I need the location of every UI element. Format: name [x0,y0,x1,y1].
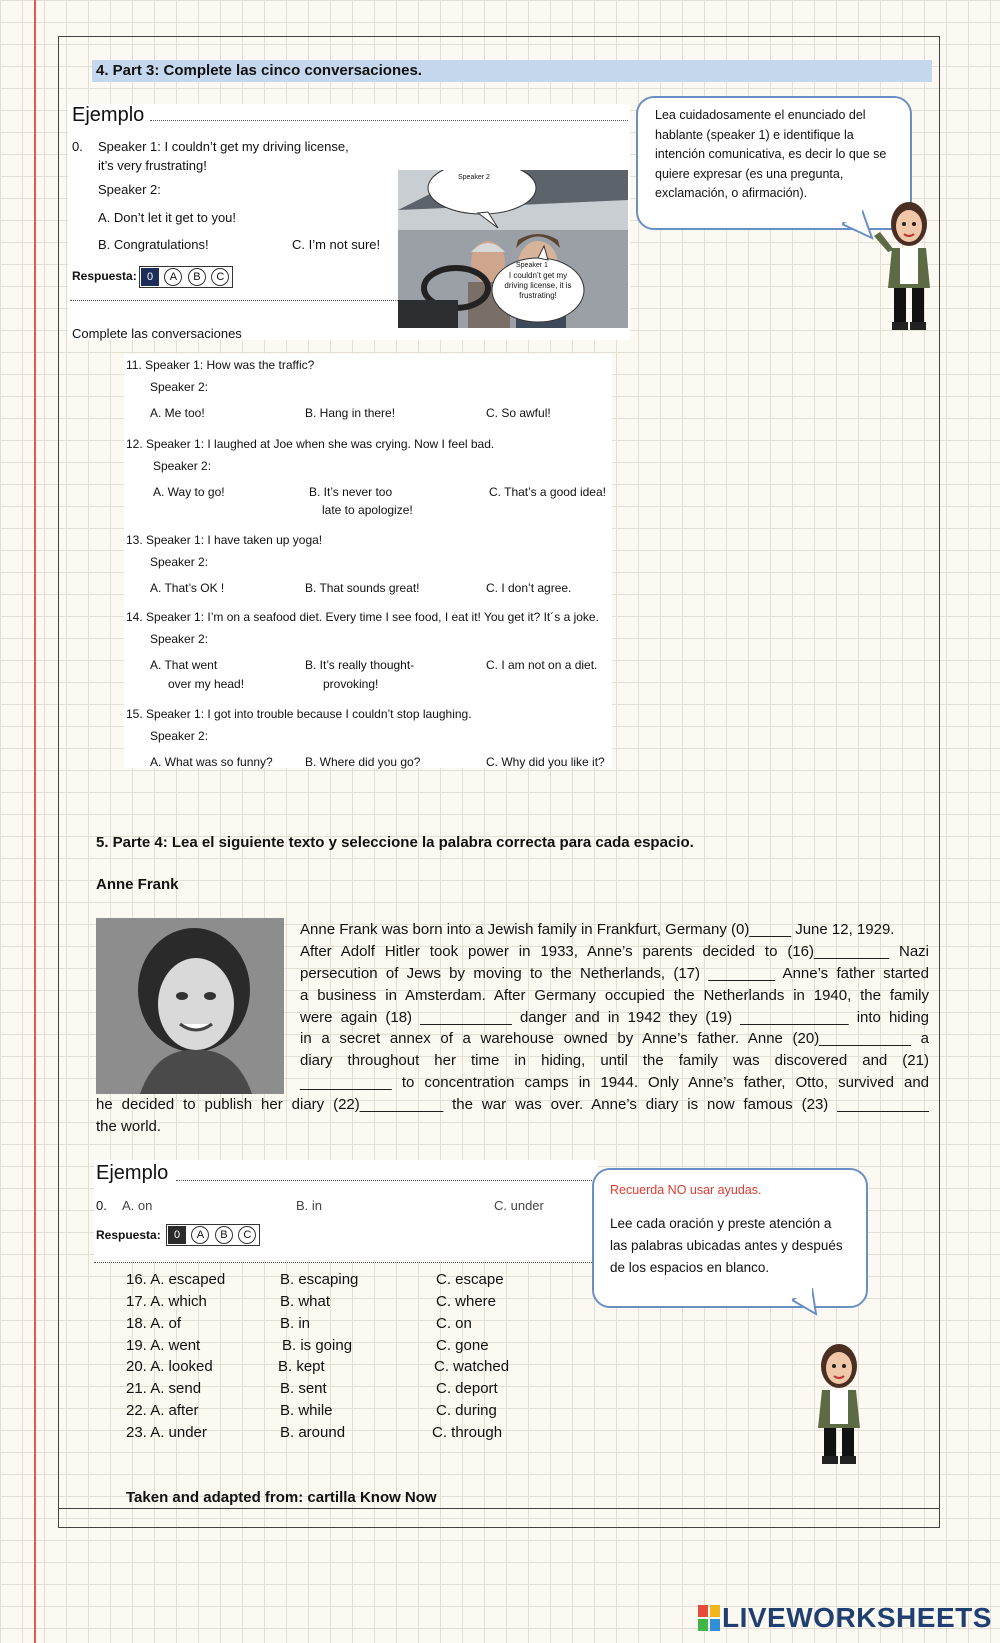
part4-example-b: B. in [296,1198,323,1213]
option-16-a: 16. A. escaped [126,1271,226,1288]
q14-option-a-line1: A. That went [150,658,218,672]
option-18-b: B. in [280,1315,311,1332]
example-speaker2: Speaker 2: [98,182,161,197]
option-19-a: 19. A. went [126,1337,201,1354]
anne-text-line-6: in a secret annex of a warehouse owned by Anne’s father. Anne (20)___________ a [300,1030,929,1047]
option-23-c: C. through [432,1424,503,1441]
anne-text-line-1: Anne Frank was born into a Jewish family in Frankfurt, Germany (0)_____ June 12, 1929. [300,921,895,938]
q12-prompt: 12. Speaker 1: I laughed at Joe when she was crying. Now I feel bad. [126,437,495,451]
q11-prompt: 11. Speaker 1: How was the traffic? [126,358,315,372]
example-answer-box [139,266,233,288]
circle-c: C [211,268,229,286]
option-16-b: B. escaping [280,1271,359,1288]
q14-option-a-line2: over my head! [168,677,245,691]
circle-a: A [164,268,182,286]
anne-text-line-3: persecution of Jews by moving to the Netherlands, (17) ________ Anne’s father started [300,965,929,982]
notebook-margin-line [34,0,36,1643]
complete-conversations-label: Complete las conversaciones [72,326,242,341]
option-20-a: 20. A. looked [126,1358,213,1375]
circle-a: A [191,1226,209,1244]
option-17-a: 17. A. which [126,1293,207,1310]
part4-example-c: C. under [494,1198,544,1213]
q13-option-b: B. That sounds great! [305,581,420,595]
q14-option-b-line2: provoking! [323,677,379,691]
q14-option-c: C. I am not on a diet. [486,658,598,672]
anne-text-line-9: he decided to publish her diary (22)__________ the war was over. Anne’s diary is now famous (23) ___________ [96,1096,929,1113]
anne-text-line-5: were again (18) ___________ danger and in 1942 they (19) _____________ into hiding [300,1009,929,1026]
q15-option-c: C. Why did you like it? [486,755,605,769]
option-21-b: B. sent [280,1380,327,1397]
q12-speaker2: Speaker 2: [153,459,212,473]
option-22-b: B. while [280,1402,333,1419]
anne-text-line-2: After Adolf Hitler took power in 1933, Anne’s parents decided to (16)_________ Nazi [300,943,929,960]
q15-option-a: A. What was so funny? [150,755,273,769]
example-option-a: A. Don’t let it get to you! [98,210,237,225]
liveworksheets-logo [698,1603,992,1633]
part3-heading: 4. Part 3: Complete las cinco conversaciones. [96,62,422,79]
q15-prompt: 15. Speaker 1: I got into trouble because I couldn’t stop laughing. [126,707,472,721]
liveworksheets-brand: LIVEWORKSHEETS [722,1602,992,1633]
q11-speaker2: Speaker 2: [150,380,209,394]
q11-option-c: C. So awful! [486,406,551,420]
source-credit: Taken and adapted from: cartilla Know Now [126,1489,437,1506]
option-22-c: C. during [436,1402,497,1419]
q15-option-b: B. Where did you go? [305,755,421,769]
option-19-b: B. is going [282,1337,353,1354]
q13-option-c: C. I don’t agree. [486,581,572,595]
option-22-a: 22. A. after [126,1402,199,1419]
part4-example-number: 0. [96,1198,107,1213]
avatar-girl-icon [874,196,944,332]
tip-bubble-tail-2 [792,1288,828,1316]
example-answer-zero: 0 [141,268,159,286]
q14-prompt: 14. Speaker 1: I’m on a seafood diet. Every time I see food, I eat it! You get it? It´s a joke. [126,610,599,624]
q15-speaker2: Speaker 2: [150,729,209,743]
option-18-c: C. on [436,1315,472,1332]
tip-warning: Recuerda NO usar ayudas. [610,1183,762,1197]
example-number: 0. [72,139,83,154]
frame-divider [58,1508,940,1509]
example-dotted-line [150,120,628,121]
part4-example-a: A. on [122,1198,153,1213]
driving-photo [398,170,628,328]
example-title: Ejemplo [72,104,145,126]
option-16-c: C. escape [436,1271,504,1288]
option-21-c: C. deport [436,1380,498,1397]
part4-answer-label: Respuesta: [96,1228,161,1242]
tip-text-part4: Lee cada oración y preste atención a las palabras ubicadas antes y después de los espacios en blanco. [610,1216,843,1275]
part4-heading: 5. Parte 4: Lea el siguiente texto y seleccione la palabra correcta para cada espacio. [96,834,694,851]
q14-option-b-line1: B. It’s really thought- [305,658,415,672]
tip-bubble-tail [842,210,878,240]
example-speaker1-line1: Speaker 1: I couldn’t get my driving license, [98,139,349,154]
q12-option-a: A. Way to go! [153,485,225,499]
anne-frank-title: Anne Frank [96,876,179,893]
example-option-b: B. Congratulations! [98,237,209,252]
q12-option-c: C. That’s a good idea! [489,485,606,499]
anne-frank-portrait [96,918,284,1094]
q14-speaker2: Speaker 2: [150,632,209,646]
example-option-c: C. I’m not sure! [292,237,381,252]
anne-text-line-4: a business in Amsterdam. After Germany occupied the Netherlands in 1940, the family [300,987,929,1004]
option-23-a: 23. A. under [126,1424,207,1441]
option-18-a: 18. A. of [126,1315,182,1332]
option-23-b: B. around [280,1424,346,1441]
example-bottom-dotted [70,300,400,301]
speaker2-bubble-label: Speaker 2 [458,174,490,181]
speaker1-bubble-title: Speaker 1 [516,262,548,269]
option-17-c: C. where [436,1293,497,1310]
option-21-a: 21. A. send [126,1380,202,1397]
example-speaker1-line2: it’s very frustrating! [98,158,207,173]
circle-b: B [215,1226,233,1244]
option-20-b: B. kept [278,1358,325,1375]
part4-example-bottom-dotted [94,1262,598,1263]
liveworksheets-logo-icon [698,1605,720,1631]
example-answer-label: Respuesta: [72,269,137,283]
q11-option-b: B. Hang in there! [305,406,396,420]
driving-photo-illustration [398,170,628,328]
option-17-b: B. what [280,1293,331,1310]
speaker1-bubble-text: I couldn’t get my driving license, it is frustrating! [504,271,572,300]
part4-example-title: Ejemplo [96,1162,169,1184]
part4-answer-zero: 0 [168,1226,186,1244]
tip-text-part3: Lea cuidadosamente el enunciado del hablante (speaker 1) e identifique la intención comunicativa, es decir lo que se quiere expresar (es una pregunta, exclamación, o afirmación). [655,108,887,200]
q13-speaker2: Speaker 2: [150,555,209,569]
q11-option-a: A. Me too! [150,406,205,420]
circle-b: B [188,268,206,286]
option-19-c: C. gone [436,1337,489,1354]
circle-c: C [238,1226,256,1244]
anne-text-line-10: the world. [96,1118,162,1135]
anne-text-line-7: diary throughout her time in hiding, until the family was discovered and (21) [300,1052,929,1069]
part4-answer-box [166,1224,260,1246]
anne-frank-photo [96,918,284,1094]
q13-prompt: 13. Speaker 1: I have taken up yoga! [126,533,323,547]
avatar-girl-icon [804,1340,874,1466]
option-20-c: C. watched [434,1358,510,1375]
part4-example-dotted [176,1180,596,1181]
q13-option-a: A. That’s OK ! [150,581,225,595]
anne-text-line-8: ___________ to concentration camps in 1944. Only Anne’s father, Otto, survived and [300,1074,929,1091]
q12-option-b-line2: late to apologize! [322,503,413,517]
q12-option-b-line1: B. It’s never too [309,485,393,499]
